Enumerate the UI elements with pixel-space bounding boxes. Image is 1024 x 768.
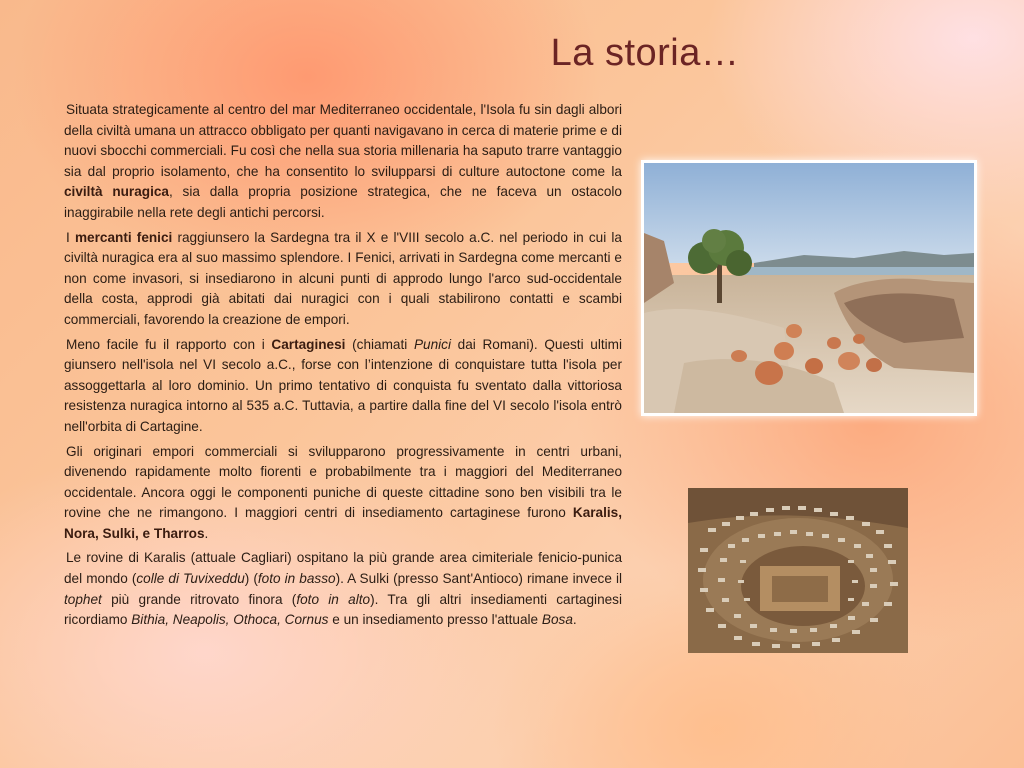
text-run: dai Romani). Questi ultimi giunsero nell'isola nel VI secolo a.C., forse con l’intenzione di conquistare tutta l'isola per assoggettarla al loro dominio. Un primo tentativo di conquista fu sventato dalla vittoriosa resistenza nuragica intorno al 535 a.C. Tuttavia, a partire dalla fine del VI secolo l'isola entrò nell'orbita di Cartagine.	[64, 336, 622, 434]
text-run: Le rovine di Karalis (attuale Cagliari) ospitano la più grande area cimiteriale fenicio-punica del mondo (	[64, 550, 622, 587]
text-run: civiltà nuragica	[64, 184, 169, 200]
text-run: , sia dalla propria posizione strategica, che ne faceva un ostacolo inaggirabile nella rete degli antichi percorsi.	[64, 184, 622, 220]
text-run: Karalis, Nora, Sulki, e Tharros	[64, 505, 622, 541]
text-run: tophet	[64, 591, 102, 607]
paragraph-3	[64, 335, 622, 438]
text-run: colle di Tuvixeddu	[136, 571, 245, 587]
text-run: Bithia, Neapolis, Othoca, Cornus	[131, 612, 329, 628]
text-run: Cartaginesi	[271, 336, 346, 352]
necropolis-photo-image	[688, 488, 908, 653]
text-run: più grande ritrovato finora (	[101, 591, 297, 607]
text-run: ). A Sulki (presso Sant'Antioco) rimane invece il	[335, 571, 622, 587]
paragraph-4	[64, 442, 622, 545]
text-run: Gli originari empori commerciali si svilupparono progressivamente in centri urbani, divenendo rapidamente molto fiorenti e probabilmente tra i maggiori del Mediterraneo occidentale. Ancora oggi le componenti puniche di queste cittadine sono ben visibili tra le rovine che ne rimangono. I maggiori centri di insediamento cartaginese furono	[64, 443, 622, 521]
text-run: I	[66, 229, 75, 245]
text-run: .	[572, 612, 577, 628]
paragraph-1	[64, 100, 622, 224]
text-run: Situata strategicamente al centro del mar Mediterraneo occidentale, l'Isola fu sin dagli albori della civiltà umana un attracco obbligato per quanti navigavano in cerca di materie prime e di nuovi sbocchi commerciali. Fu così che nella sua storia millenaria ha saputo trarre vantaggio sia dal proprio isolamento, che ha consentito lo svilupparsi di culture autoctone come la	[64, 102, 622, 179]
text-run: Bosa	[541, 612, 573, 628]
tophet-photo-image	[644, 163, 974, 413]
text-run: ) (	[244, 571, 258, 587]
tophet-photo	[641, 160, 977, 416]
paragraph-2	[64, 228, 622, 331]
text-run: mercanti fenici	[74, 229, 173, 245]
text-run: raggiunsero la Sardegna tra il X e l'VIII secolo a.C. nel periodo in cui la civiltà nuragica era al suo massimo splendore. I Fenici, arrivati in Sardegna come mercanti e non come invasori, si insediarono in alcuni punti di approdo lungo l'arco sud-occidentale della costa, approdi già abitati dai nuragici con i quali stabilirono contatti e scambi commerciali, favorendo la creazione de empori.	[64, 229, 622, 327]
necropolis-photo	[688, 488, 908, 653]
paragraph-5	[64, 548, 622, 630]
text-run: Meno facile fu il rapporto con i	[66, 336, 272, 352]
text-run: e un insediamento presso l'attuale	[328, 612, 542, 628]
text-run: ). Tra gli altri insediamenti cartaginesi ricordiamo	[64, 591, 623, 628]
text-run: .	[204, 525, 209, 541]
text-run: foto in basso	[257, 571, 336, 587]
text-run: foto in alto	[296, 591, 371, 607]
text-run: (chiamati	[345, 336, 414, 352]
body-text	[64, 100, 622, 635]
text-run: Punici	[413, 336, 451, 352]
slide-title: La storia…	[550, 32, 740, 74]
